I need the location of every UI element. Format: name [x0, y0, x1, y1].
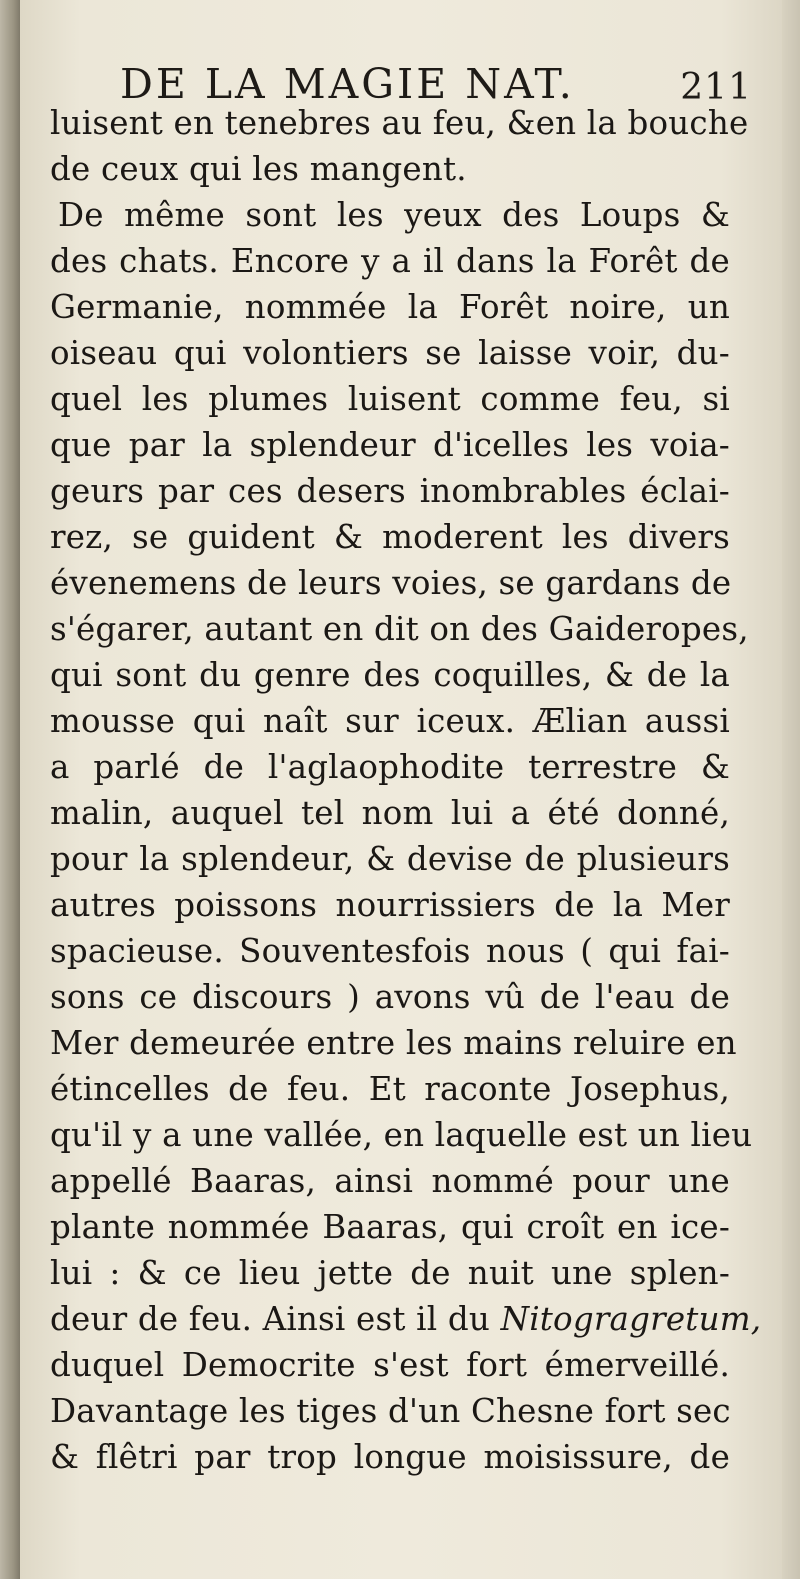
page-edge [782, 0, 800, 1579]
text-line: Germanie, nommée la Forêt noire, un [50, 288, 730, 326]
text-line: que par la splendeur d'icelles les voia- [50, 426, 730, 464]
text-line: de ceux qui les mangent. [50, 150, 467, 188]
running-head-title: DE LA MAGIE NAT. [120, 60, 575, 108]
text-line-with-italic [50, 1296, 762, 1342]
text-line: & flêtri par trop longue moisissure, de [50, 1438, 730, 1476]
italic-term: Nitogragretum, [500, 1300, 762, 1338]
text-line: des chats. Encore y a il dans la Forêt de [50, 242, 730, 280]
text-line: sons ce discours ) avons vû de l'eau de [50, 978, 730, 1016]
text-line: s'égarer, autant en dit on des Gaideropes, [50, 610, 749, 648]
text-line: rez, se guident & moderent les divers [50, 518, 730, 556]
text-line: Mer demeurée entre les mains reluire en [50, 1024, 737, 1062]
text-line: qui sont du genre des coquilles, & de la [50, 656, 730, 694]
text-line: qu'il y a une vallée, en laquelle est un lieu [50, 1116, 753, 1154]
text-line: De même sont les yeux des Loups & [58, 196, 730, 234]
text-line: évenemens de leurs voies, se gardans de [50, 564, 732, 602]
text-line: étincelles de feu. Et raconte Josephus, [50, 1070, 730, 1108]
text-line: malin, auquel tel nom lui a été donné, [50, 794, 730, 832]
text-line: duquel Democrite s'est fort émerveillé. [50, 1346, 730, 1384]
text-line: spacieuse. Souventesfois nous ( qui fai- [50, 932, 730, 970]
text-line: a parlé de l'aglaophodite terrestre & [50, 748, 730, 786]
text-line: oiseau qui volontiers se laisse voir, du- [50, 334, 730, 372]
text-line: luisent en tenebres au feu, &en la bouche [50, 104, 749, 142]
running-head [120, 48, 760, 108]
text-line: autres poissons nourrissiers de la Mer [50, 886, 730, 924]
text-line: pour la splendeur, & devise de plusieurs [50, 840, 730, 878]
text-line-segment: deur de feu. Ainsi est il du [50, 1300, 491, 1338]
text-line: geurs par ces desers inombrables éclai- [50, 472, 730, 510]
text-line: quel les plumes luisent comme feu, si [50, 380, 730, 418]
text-line: appellé Baaras, ainsi nommé pour une [50, 1162, 730, 1200]
text-line: Davantage les tiges d'un Chesne fort sec [50, 1392, 731, 1430]
text-line: plante nommée Baaras, qui croît en ice- [50, 1208, 730, 1246]
text-line: mousse qui naît sur iceux. Ælian aussi [50, 702, 730, 740]
text-line: lui : & ce lieu jette de nuit une splen- [50, 1254, 730, 1292]
page-number: 211 [680, 67, 752, 108]
body-text [50, 100, 762, 1480]
